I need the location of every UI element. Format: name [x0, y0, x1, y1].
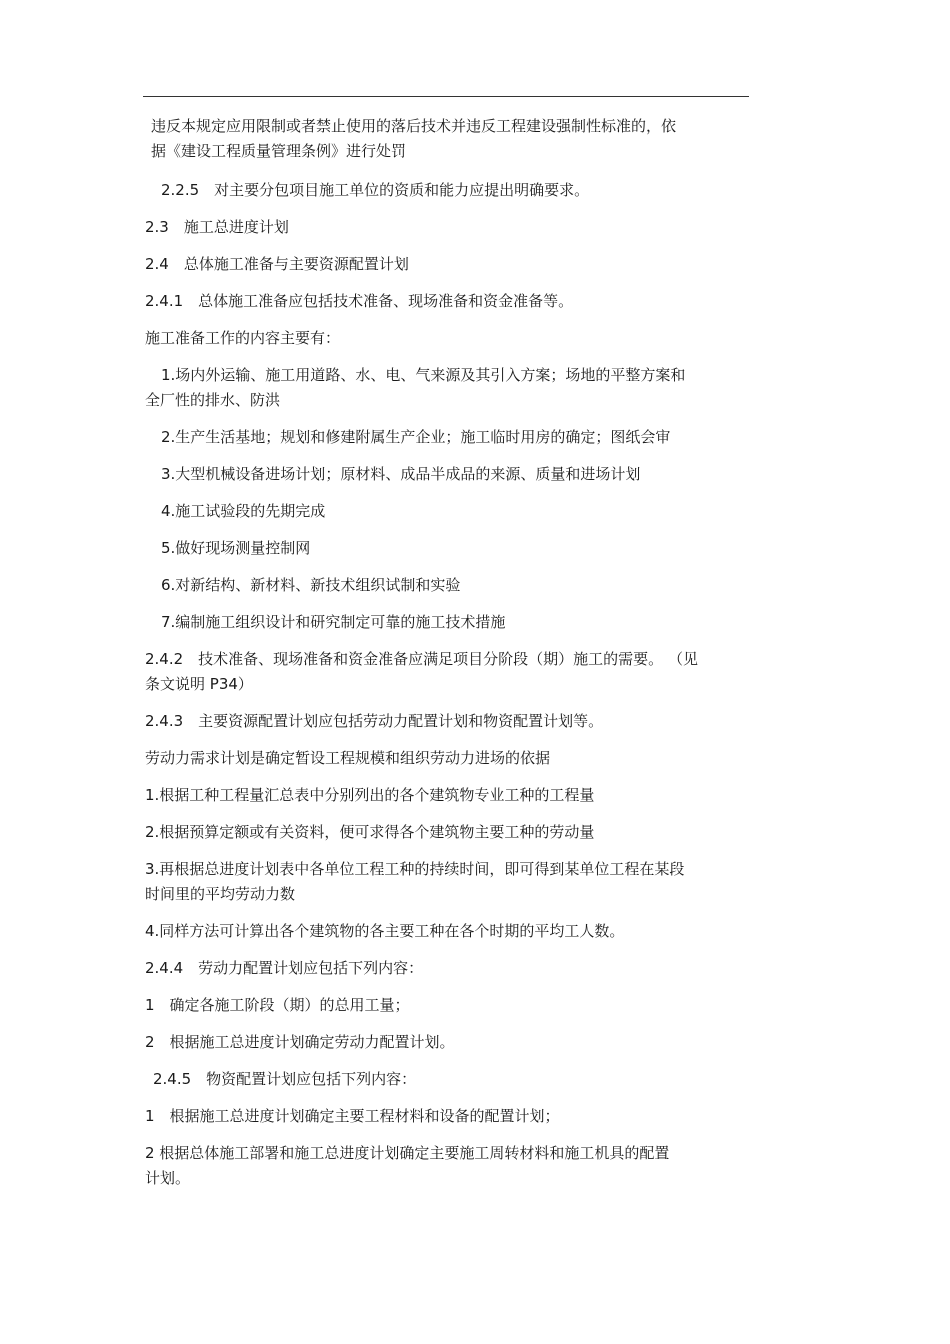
list-item-prep-4 [145, 499, 751, 524]
text-line: 施工准备工作的内容主要有： [145, 329, 341, 347]
list-item-prep-1 [145, 363, 751, 413]
clause-2-2-5 [145, 178, 751, 203]
text-line: 1 确定各施工阶段（期）的总用工量； [145, 996, 410, 1014]
list-item-prep-5 [145, 536, 751, 561]
list-item-labor-3 [145, 857, 751, 907]
list-item-material-2 [145, 1141, 751, 1191]
text-line: 3.大型机械设备进场计划；原材料、成品半成品的来源、质量和进场计划 [161, 465, 641, 483]
text-line: 2.4 总体施工准备与主要资源配置计划 [145, 255, 409, 273]
list-item-labor-1 [145, 783, 751, 808]
clause-2-4-5 [145, 1067, 751, 1092]
text-line: 2.根据预算定额或有关资料，便可求得各个建筑物主要工种的劳动量 [145, 823, 595, 841]
text-line: 劳动力需求计划是确定暂设工程规模和组织劳动力进场的依据 [145, 749, 551, 767]
text-line: 2 根据施工总进度计划确定劳动力配置计划。 [145, 1033, 455, 1051]
clause-2-4-3 [145, 709, 751, 734]
paragraph-labor-intro [145, 746, 751, 771]
text-line: 4.施工试验段的先期完成 [161, 502, 326, 520]
text-line: 1 根据施工总进度计划确定主要工程材料和设备的配置计划； [145, 1107, 560, 1125]
text-line: 1.根据工种工程量汇总表中分别列出的各个建筑物专业工种的工程量 [145, 786, 595, 804]
clause-2-4-2 [145, 647, 751, 697]
list-item-labor-plan-1 [145, 993, 751, 1018]
text-line: 3.再根据总进度计划表中各单位工程工种的持续时间，即可得到某单位工程在某段 [145, 860, 685, 878]
list-item-material-1 [145, 1104, 751, 1129]
list-item-labor-4 [145, 919, 751, 944]
clause-2-4-4 [145, 956, 751, 981]
text-line: 计划。 [145, 1169, 191, 1187]
text-line: 2.4.4 劳动力配置计划应包括下列内容： [145, 959, 424, 977]
clause-2-4-1 [145, 289, 751, 314]
text-line: 7.编制施工组织设计和研究制定可靠的施工技术措施 [161, 613, 506, 631]
list-item-prep-6 [145, 573, 751, 598]
text-line: 全厂性的排水、防洪 [145, 391, 281, 409]
text-line: 2.4.5 物资配置计划应包括下列内容： [153, 1070, 417, 1088]
text-line: 2.4.1 总体施工准备应包括技术准备、现场准备和资金准备等。 [145, 292, 574, 310]
text-line: 6.对新结构、新材料、新技术组织试制和实验 [161, 576, 461, 594]
list-item-prep-3 [145, 462, 751, 487]
text-line: 2.生产生活基地；规划和修建附属生产企业；施工临时用房的确定；图纸会审 [161, 428, 671, 446]
text-line: 2.4.2 技术准备、现场准备和资金准备应满足项目分阶段（期）施工的需要。 （见 [145, 650, 698, 668]
list-item-prep-7 [145, 610, 751, 635]
paragraph-violation [145, 114, 751, 164]
heading-2-3 [145, 215, 751, 240]
list-item-prep-2 [145, 425, 751, 450]
text-line: 时间里的平均劳动力数 [145, 885, 296, 903]
text-line: 违反本规定应用限制或者禁止使用的落后技术并违反工程建设强制性标准的，依 [151, 117, 677, 135]
list-item-labor-2 [145, 820, 751, 845]
text-line: 4.同样方法可计算出各个建筑物的各主要工种在各个时期的平均工人数。 [145, 922, 625, 940]
list-item-labor-plan-2 [145, 1030, 751, 1055]
text-line: 2.3 施工总进度计划 [145, 218, 289, 236]
header-rule [143, 96, 749, 97]
paragraph-prep-intro [145, 326, 751, 351]
text-line: 据《建设工程质量管理条例》进行处罚 [151, 142, 407, 160]
text-line: 2.4.3 主要资源配置计划应包括劳动力配置计划和物资配置计划等。 [145, 712, 604, 730]
text-line: 5.做好现场测量控制网 [161, 539, 311, 557]
text-line: 条文说明 P34） [145, 675, 253, 693]
text-line: 1.场内外运输、施工用道路、水、电、气来源及其引入方案；场地的平整方案和 [161, 366, 686, 384]
text-line: 2 根据总体施工部署和施工总进度计划确定主要施工周转材料和施工机具的配置 [145, 1144, 670, 1162]
document-body [145, 114, 751, 1191]
text-line: 2.2.5 对主要分包项目施工单位的资质和能力应提出明确要求。 [161, 181, 590, 199]
heading-2-4 [145, 252, 751, 277]
